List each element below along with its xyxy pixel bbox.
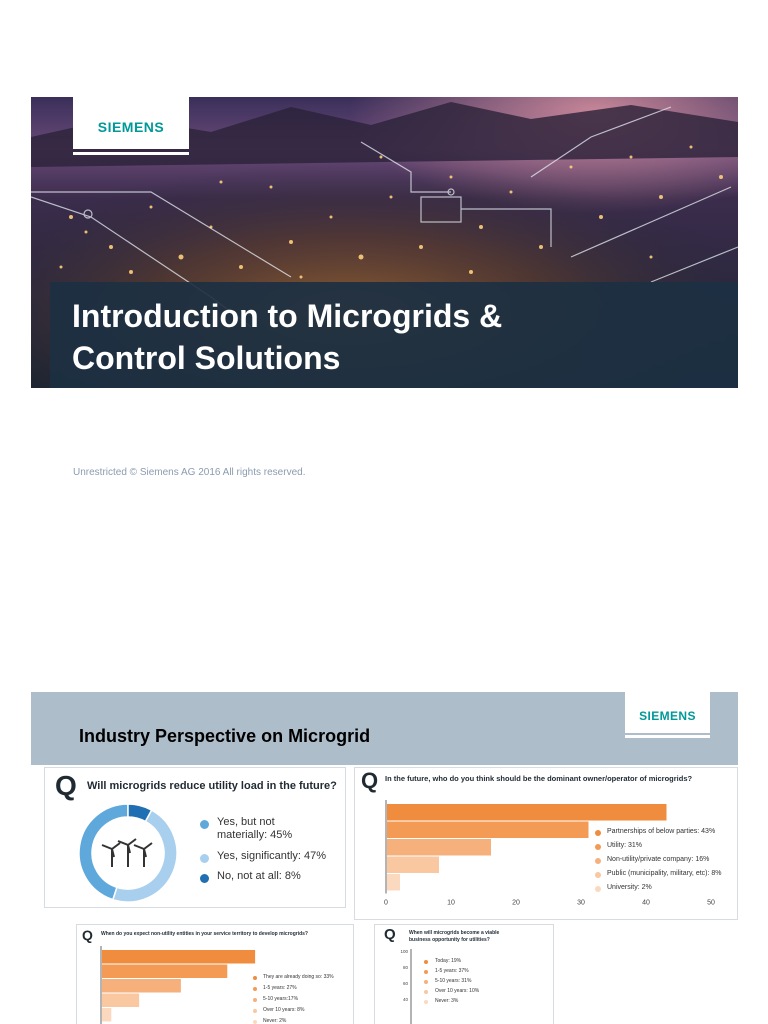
legend-label: 1-5 years: 27% [263,985,297,991]
bar [102,994,139,1008]
bar [102,965,227,979]
legend-label: University: 2% [607,884,652,891]
bar [102,950,255,964]
x-tick-label: 0 [384,899,388,907]
legend-swatch [424,980,428,984]
legend-label: Public (municipality, military, etc): 8% [607,870,722,877]
slide-title [72,295,502,379]
legend-swatch [595,844,601,850]
legend-swatch [200,854,209,863]
y-tick-label: 40 [402,997,408,1002]
legend-swatch [424,1000,428,1004]
y-tick-label: 100 [400,949,408,954]
legend-swatch [424,960,428,964]
industry-perspective-slide [31,692,738,1024]
legend-label: Non-utility/private company: 16% [607,856,710,863]
legend-label: 5-10 years: 31% [435,978,472,984]
legend-label: Never: 2% [263,1018,287,1024]
legend-label: Today: 19% [435,958,462,964]
q-icon: Q [384,926,396,943]
x-tick-label: 20 [512,899,520,907]
bar [102,1008,111,1022]
q-icon: Q [82,927,93,943]
logo-underline [73,152,189,155]
survey-panel-business-opportunity [374,924,554,1024]
siemens-logo-text: SIEMENS [97,119,165,135]
question-text-line-2: business opportunity for utilities? [409,937,490,943]
legend-swatch [424,990,428,994]
question-text: When do you expect non-utility entities in your service territory to develop microgrids? [101,931,308,937]
legend-swatch [595,886,601,892]
legend-swatch [200,874,209,883]
donut-chart [67,803,197,903]
slide-title-line-1: Introduction to Microgrids & [72,298,503,334]
legend-swatch [253,998,257,1002]
legend-label: Partnerships of below parties: 43% [607,828,716,835]
legend-label: They are already doing so: 33% [263,974,334,980]
survey-panel-owner-operator [354,767,738,920]
legend-swatch [595,830,601,836]
bar [387,857,439,874]
legend-label: Over 10 years: 10% [435,988,480,994]
slide-title: Industry Perspective on Microgrid [79,726,371,746]
copyright-notice: Unrestricted © Siemens AG 2016 All rights reserved. [73,467,306,478]
legend-swatch [253,987,257,991]
slide-title-line-2: Control Solutions [72,340,341,376]
title-slide [31,97,738,388]
x-tick-label: 50 [707,899,715,907]
legend-swatch [595,858,601,864]
x-tick-label: 10 [447,899,455,907]
legend-swatch [595,872,601,878]
title-band [50,282,738,388]
q-icon: Q [361,768,379,793]
legend-swatch [424,970,428,974]
legend-label: Utility: 31% [607,842,643,849]
survey-panel-non-utility-timing [76,924,354,1024]
legend-swatch [253,1020,257,1024]
siemens-logo [625,692,710,733]
legend-label: 1-5 years: 37% [435,968,469,974]
legend-label: Never: 3% [435,998,459,1004]
y-tick-label: 60 [402,981,408,986]
legend-label: No, not at all: 8% [217,870,301,882]
bar [387,822,589,839]
legend-label: Yes, but not materially: 45% [217,816,293,841]
donut-slice [79,804,128,900]
bar [387,804,667,821]
question-text-line-1: When will microgrids become a viable [409,930,500,936]
legend-swatch [253,976,257,980]
bar [102,979,181,993]
legend-swatch [200,820,209,829]
q-icon: Q [55,770,77,801]
x-tick-label: 30 [577,899,585,907]
bar [387,874,400,891]
owner-operator-bar-chart [355,768,738,921]
survey-panel-utility-load [44,767,346,908]
logo-underline [625,735,710,738]
x-tick-label: 40 [642,899,650,907]
siemens-logo [73,97,189,149]
legend-label: Yes, significantly: 47% [217,850,327,862]
question-text: Will microgrids reduce utility load in the future? [87,780,337,792]
business-opportunity-chart [375,925,555,1024]
wind-turbines-icon [102,839,152,867]
bar [387,839,491,856]
legend-label: 5-10 years:17% [263,996,299,1002]
siemens-logo-text: SIEMENS [639,709,696,723]
question-text: In the future, who do you think should be the dominant owner/operator of microgrids? [385,774,693,783]
legend-label: Over 10 years: 8% [263,1007,305,1013]
y-tick-label: 80 [402,965,408,970]
legend-swatch [253,1009,257,1013]
